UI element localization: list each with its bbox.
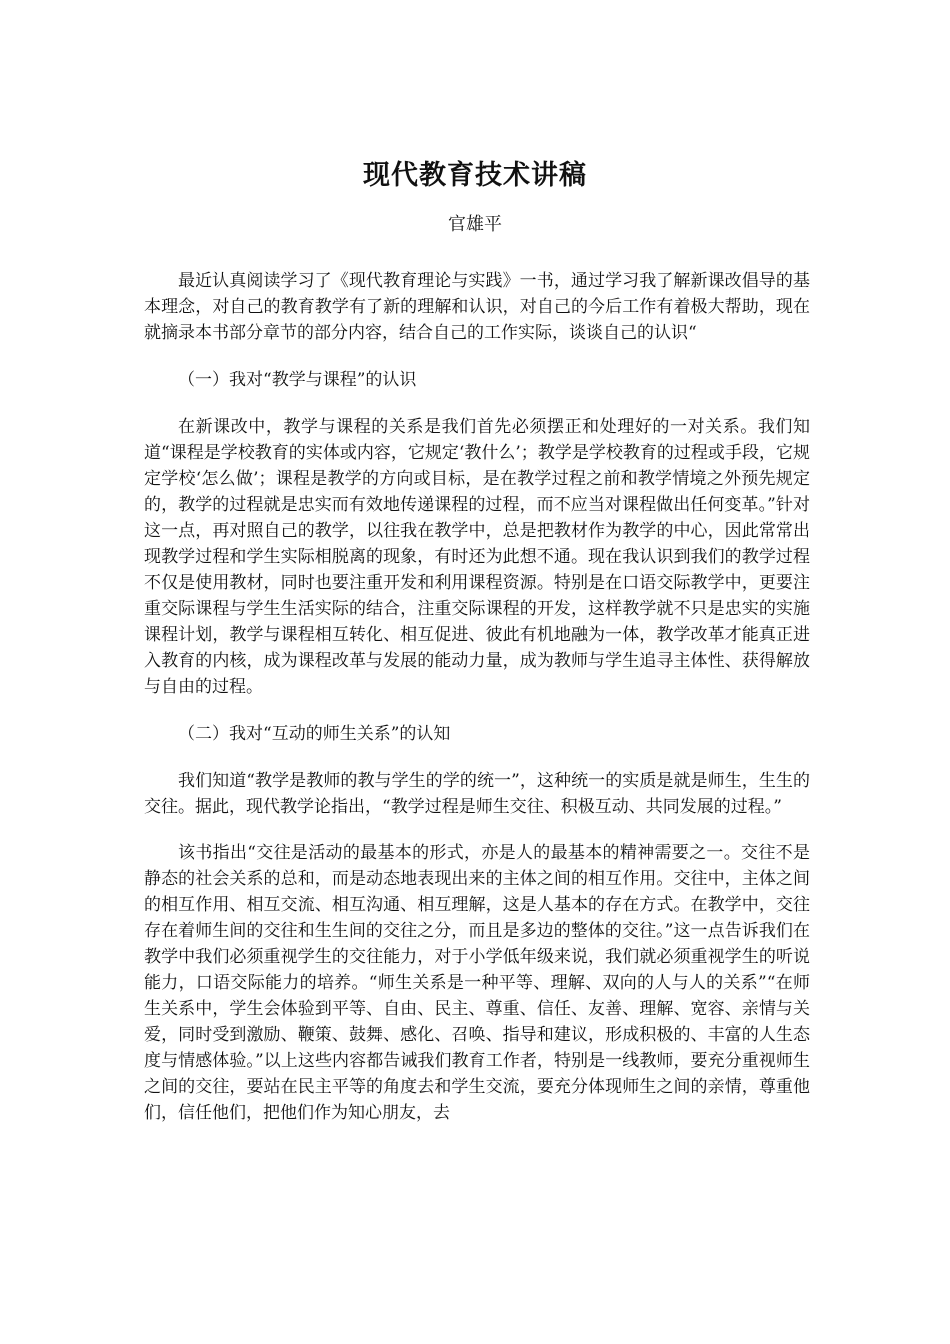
author-name: 官雄平: [448, 214, 502, 235]
document-body: [144, 268, 810, 1146]
document-title: 现代教育技术讲稿: [363, 160, 587, 191]
section-2-paragraph-1: 我们知道“教学是教师的教与学生的学的统一”，这种统一的实质是就是师生，生生的交往。据此，现代教学论指出，“教学过程是师生交往、积极互动、共同发展的过程。”: [144, 771, 810, 817]
intro-paragraph: 最近认真阅读学习了《现代教育理论与实践》一书，通过学习我了解新课改倡导的基本理念，对自己的教育教学有了新的理解和认识，对自己的今后工作有着极大帮助，现在就摘录本书部分章节的部分内容，结合自己的工作实际，谈谈自己的认识“: [144, 271, 810, 343]
section-1-paragraph: 在新课改中，教学与课程的关系是我们首先必须摆正和处理好的一对关系。我们知道“课程是学校教育的实体或内容，它规定‘教什么’；教学是学校教育的过程或手段，它规定学校‘怎么做’；课程是教学的方向或目标，是在教学过程之前和教学情境之外预先规定的，教学的过程就是忠实而有效地传递课程的过程，而不应当对课程做出任何变革。”针对这一点，再对照自己的教学，以往我在教学中，总是把教材作为教学的中心，因此常常出现教学过程和学生实际相脱离的现象，有时还为此想不通。现在我认识到我们的教学过程不仅是使用教材，同时也要注重开发和利用课程资源。特别是在口语交际教学中，更要注重交际课程与学生生活实际的结合，注重交际课程的开发，这样教学就不只是忠实的实施课程计划，教学与课程相互转化、相互促进、彼此有机地融为一体，教学改革才能真正进入教育的内核，成为课程改革与发展的能动力量，成为教师与学生追寻主体性、获得解放与自由的过程。: [144, 417, 810, 697]
section-2-heading: （二）我对“互动的师生关系”的认知: [178, 724, 451, 744]
section-2-paragraph-2: 该书指出“交往是活动的最基本的形式，亦是人的最基本的精神需要之一。交往不是静态的社会关系的总和，而是动态地表现出来的主体之间的相互作用。交往中，主体之间的相互作用、相互交流、相互沟通、相互理解，这是人基本的存在方式。在教学中，交往存在着师生间的交往和生生间的交往之分，而且是多边的整体的交往。”这一点告诉我们在教学中我们必须重视学生的交往能力，对于小学低年级来说，我们就必须重视学生的听说能力，口语交际能力的培养。“师生关系是一种平等、理解、双向的人与人的关系”“在师生关系中，学生会体验到平等、自由、民主、尊重、信任、友善、理解、宽容、亲情与关爱，同时受到激励、鞭策、鼓舞、感化、召唤、指导和建议，形成积极的、丰富的人生态度与情感体验。”以上这些内容都告诫我们教育工作者，特别是一线教师，要充分重视师生之间的交往，要站在民主平等的角度去和学生交流，要充分体现师生之间的亲情，尊重他们，信任他们，把他们作为知心朋友，去: [144, 843, 810, 1123]
section-1-heading: （一）我对“教学与课程”的认识: [178, 370, 417, 390]
